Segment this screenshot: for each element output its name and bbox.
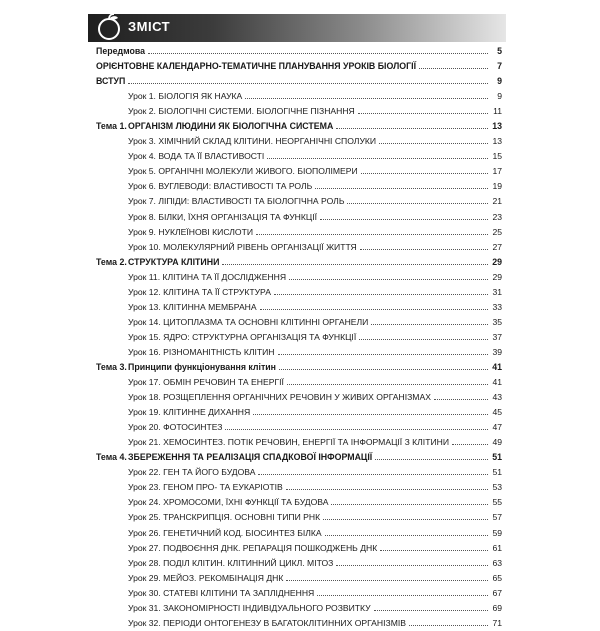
toc-entry-title: Урок 22. ГЕН ТА ЙОГО БУДОВА <box>96 465 257 480</box>
toc-row <box>96 225 502 240</box>
toc-entry-title: ЗБЕРЕЖЕННЯ ТА РЕАЛІЗАЦІЯ СПАДКОВОЇ ІНФОРМАЦІЇ <box>128 450 374 465</box>
toc-row <box>96 89 502 104</box>
toc-page-number: 39 <box>492 346 502 357</box>
toc-page-number: 35 <box>492 316 502 327</box>
contents-title: ЗМІСТ <box>128 19 171 34</box>
dot-leader <box>317 594 488 596</box>
dot-leader <box>336 564 488 566</box>
toc-row <box>96 616 502 631</box>
toc-page-number: 5 <box>497 46 502 56</box>
toc-row <box>96 315 502 330</box>
toc-page-number: 53 <box>492 482 502 493</box>
toc-page-number: 21 <box>492 196 502 207</box>
toc-theme-label: Тема 2. <box>96 256 127 267</box>
toc-page-number: 67 <box>492 587 502 598</box>
toc-page-number: 13 <box>492 136 502 147</box>
toc-entry-title: Урок 4. ВОДА ТА ЇЇ ВЛАСТИВОСТІ <box>96 149 266 164</box>
dot-leader <box>258 473 488 475</box>
toc-row <box>96 465 502 480</box>
toc-entry-title: Урок 11. КЛІТИНА ТА ЇЇ ДОСЛІДЖЕННЯ <box>96 270 288 285</box>
toc-page-number: 27 <box>492 241 502 252</box>
dot-leader <box>256 233 488 235</box>
toc-page-number: 63 <box>492 557 502 568</box>
dot-leader <box>375 458 488 460</box>
toc-row <box>96 270 502 285</box>
dot-leader <box>222 263 488 265</box>
dot-leader <box>289 278 488 280</box>
toc-row <box>96 194 502 209</box>
toc-entry-title: Урок 23. ГЕНОМ ПРО- ТА ЕУКАРІОТІВ <box>96 480 285 495</box>
toc-entry-title: Урок 7. ЛІПІДИ: ВЛАСТИВОСТІ ТА БІОЛОГІЧНА РОЛЬ <box>96 194 346 209</box>
toc-entry-title: Урок 16. РІЗНОМАНІТНІСТЬ КЛІТИН <box>96 345 277 360</box>
toc-row <box>96 330 502 345</box>
dot-leader <box>380 549 488 551</box>
toc-entry-title: Урок 10. МОЛЕКУЛЯРНИЙ РІВЕНЬ ОРГАНІЗАЦІЇ ЖИТТЯ <box>96 240 359 255</box>
toc-page-number: 31 <box>492 286 502 297</box>
toc-page-number: 51 <box>492 467 502 478</box>
toc-row <box>96 300 502 315</box>
toc-row <box>96 255 502 270</box>
dot-leader <box>336 127 488 129</box>
toc-page-number: 9 <box>497 91 502 102</box>
toc-entry-title: Урок 31. ЗАКОНОМІРНОСТІ ІНДИВІДУАЛЬНОГО РОЗВИТКУ <box>96 601 373 616</box>
dot-leader <box>286 579 488 581</box>
toc-entry-title: Урок 20. ФОТОСИНТЕЗ <box>96 420 224 435</box>
toc-entry-title: Урок 27. ПОДВОЄННЯ ДНК. РЕПАРАЦІЯ ПОШКОДЖЕНЬ ДНК <box>96 541 379 556</box>
dot-leader <box>128 82 488 84</box>
toc-page-number: 23 <box>492 211 502 222</box>
toc-page-number: 65 <box>492 572 502 583</box>
toc-page-number: 51 <box>492 452 502 463</box>
toc-entry-title: Урок 32. ПЕРІОДИ ОНТОГЕНЕЗУ В БАГАТОКЛІТИННИХ ОРГАНІЗМІВ <box>96 616 408 631</box>
toc-entry-title: Урок 8. БІЛКИ, ЇХНЯ ОРГАНІЗАЦІЯ ТА ФУНКЦІЇ <box>96 210 319 225</box>
toc-entry-title: Урок 9. НУКЛЕЇНОВІ КИСЛОТИ <box>96 225 255 240</box>
toc-entry-title: ОРІЄНТОВНЕ КАЛЕНДАРНО-ТЕМАТИЧНЕ ПЛАНУВАННЯ УРОКІВ БІОЛОГІЇ <box>96 59 418 74</box>
toc-entry-title: Урок 30. СТАТЕВІ КЛІТИНИ ТА ЗАПЛІДНЕННЯ <box>96 586 316 601</box>
toc-row <box>96 59 502 74</box>
apple-logo-icon <box>94 12 124 42</box>
toc-row <box>96 450 502 465</box>
toc-page-number: 59 <box>492 527 502 538</box>
dot-leader <box>279 368 488 370</box>
dot-leader <box>419 67 488 69</box>
toc-row <box>96 360 502 375</box>
toc-entry-title: Урок 12. КЛІТИНА ТА ЇЇ СТРУКТУРА <box>96 285 273 300</box>
toc-row <box>96 510 502 525</box>
dot-leader <box>245 97 488 99</box>
toc-row <box>96 149 502 164</box>
toc-page-number: 37 <box>492 331 502 342</box>
toc-entry-title: Принципи функціонування клітин <box>128 360 278 375</box>
dot-leader <box>379 142 488 144</box>
dot-leader <box>359 338 488 340</box>
toc-row <box>96 375 502 390</box>
toc-entry-title: Урок 5. ОРГАНІЧНІ МОЛЕКУЛИ ЖИВОГО. БІОПОЛІМЕРИ <box>96 164 360 179</box>
toc-row <box>96 526 502 541</box>
toc-row <box>96 164 502 179</box>
toc-row <box>96 179 502 194</box>
toc-row <box>96 420 502 435</box>
toc-page-number: 29 <box>492 271 502 282</box>
toc-entry-title: Урок 29. МЕЙОЗ. РЕКОМБІНАЦІЯ ДНК <box>96 571 285 586</box>
toc-row <box>96 119 502 134</box>
toc-entry-title: Урок 1. БІОЛОГІЯ ЯК НАУКА <box>96 89 244 104</box>
dot-leader <box>347 202 488 204</box>
dot-leader <box>331 503 488 505</box>
toc-row <box>96 74 502 89</box>
toc-entry-title: Урок 18. РОЗЩЕПЛЕННЯ ОРГАНІЧНИХ РЕЧОВИН У ЖИВИХ ОРГАНІЗМАХ <box>96 390 433 405</box>
toc-row <box>96 541 502 556</box>
toc-page-number: 43 <box>492 392 502 403</box>
toc-row <box>96 345 502 360</box>
toc-page-number: 41 <box>492 377 502 388</box>
toc-page-number: 33 <box>492 301 502 312</box>
toc-entry-title: Урок 15. ЯДРО: СТРУКТУРНА ОРГАНІЗАЦІЯ ТА ФУНКЦІЇ <box>96 330 358 345</box>
toc-page-number: 17 <box>492 166 502 177</box>
toc-theme-label: Тема 3. <box>96 361 127 372</box>
toc-page-number: 19 <box>492 181 502 192</box>
toc-entry-title: Урок 28. ПОДІЛ КЛІТИН. КЛІТИННИЙ ЦИКЛ. МІТОЗ <box>96 556 335 571</box>
toc-entry-title: Урок 2. БІОЛОГІЧНІ СИСТЕМИ. БІОЛОГІЧНЕ ПІЗНАННЯ <box>96 104 357 119</box>
toc-page-number: 71 <box>492 617 502 628</box>
toc-page-number: 49 <box>492 437 502 448</box>
dot-leader <box>360 248 488 250</box>
toc-row <box>96 134 502 149</box>
toc-row <box>96 480 502 495</box>
dot-leader <box>452 443 488 445</box>
toc-page-number: 7 <box>497 61 502 72</box>
toc-entry-title: Урок 3. ХІМІЧНИЙ СКЛАД КЛІТИНИ. НЕОРГАНІЧНІ СПОЛУКИ <box>96 134 378 149</box>
toc-page-number: 41 <box>492 361 502 372</box>
toc-row <box>96 240 502 255</box>
toc-row <box>96 210 502 225</box>
dot-leader <box>267 157 488 159</box>
dot-leader <box>274 293 488 295</box>
toc-row <box>96 285 502 300</box>
dot-leader <box>148 52 488 54</box>
dot-leader <box>287 383 488 385</box>
toc-page-number: 45 <box>492 407 502 418</box>
dot-leader <box>278 353 488 355</box>
toc-page-number: 69 <box>492 602 502 613</box>
toc-row <box>96 405 502 420</box>
toc-row <box>96 44 502 59</box>
dot-leader <box>434 398 488 400</box>
toc-row <box>96 495 502 510</box>
toc-page-number: 9 <box>497 76 502 87</box>
toc-entry-title: ВСТУП <box>96 74 127 89</box>
toc-row <box>96 601 502 616</box>
toc-entry-title: Урок 17. ОБМІН РЕЧОВИН ТА ЕНЕРГІЇ <box>96 375 286 390</box>
toc-row <box>96 571 502 586</box>
toc-entry-title: ОРГАНІЗМ ЛЮДИНИ ЯК БІОЛОГІЧНА СИСТЕМА <box>128 119 335 134</box>
dot-leader <box>361 172 488 174</box>
toc-entry-title: Урок 26. ГЕНЕТИЧНИЙ КОД. БІОСИНТЕЗ БІЛКА <box>96 526 324 541</box>
toc-entry-title: Урок 24. ХРОМОСОМИ, ЇХНІ ФУНКЦІЇ ТА БУДОВА <box>96 495 330 510</box>
toc-row <box>96 586 502 601</box>
toc-row <box>96 104 502 119</box>
toc-entry-title: Урок 19. КЛІТИННЕ ДИХАННЯ <box>96 405 252 420</box>
toc-entry-title: Урок 6. ВУГЛЕВОДИ: ВЛАСТИВОСТІ ТА РОЛЬ <box>96 179 314 194</box>
toc-entry-title: Передмова <box>96 44 147 59</box>
toc-entry-title: Урок 13. КЛІТИННА МЕМБРАНА <box>96 300 259 315</box>
dot-leader <box>371 323 488 325</box>
toc-entry-title: Урок 25. ТРАНСКРИПЦІЯ. ОСНОВНІ ТИПИ РНК <box>96 510 322 525</box>
toc-page-number: 11 <box>493 106 502 117</box>
dot-leader <box>409 624 488 626</box>
toc-page-number: 13 <box>492 121 502 132</box>
dot-leader <box>286 488 488 490</box>
toc-entry-title: СТРУКТУРА КЛІТИНИ <box>128 255 221 270</box>
dot-leader <box>253 413 488 415</box>
dot-leader <box>225 428 488 430</box>
toc-entry-title: Урок 21. ХЕМОСИНТЕЗ. ПОТІК РЕЧОВИН, ЕНЕРГІЇ ТА ІНФОРМАЦІЇ З КЛІТИНИ <box>96 435 451 450</box>
toc-row <box>96 390 502 405</box>
toc-page-number: 15 <box>492 151 502 162</box>
toc-page-number: 55 <box>492 497 502 508</box>
toc-page-number: 29 <box>492 256 502 267</box>
dot-leader <box>374 609 488 611</box>
toc-theme-label: Тема 4. <box>96 452 127 463</box>
dot-leader <box>320 218 488 220</box>
dot-leader <box>323 518 488 520</box>
dot-leader <box>358 112 488 114</box>
dot-leader <box>315 187 488 189</box>
table-of-contents <box>96 44 502 631</box>
toc-page-number: 47 <box>492 422 502 433</box>
toc-page-number: 61 <box>492 542 502 553</box>
toc-page-number: 25 <box>492 226 502 237</box>
toc-row <box>96 556 502 571</box>
toc-entry-title: Урок 14. ЦИТОПЛАЗМА ТА ОСНОВНІ КЛІТИННІ ОРГАНЕЛИ <box>96 315 370 330</box>
toc-page-number: 57 <box>492 512 502 523</box>
dot-leader <box>325 534 488 536</box>
dot-leader <box>260 308 488 310</box>
toc-row <box>96 435 502 450</box>
toc-theme-label: Тема 1. <box>96 121 127 132</box>
